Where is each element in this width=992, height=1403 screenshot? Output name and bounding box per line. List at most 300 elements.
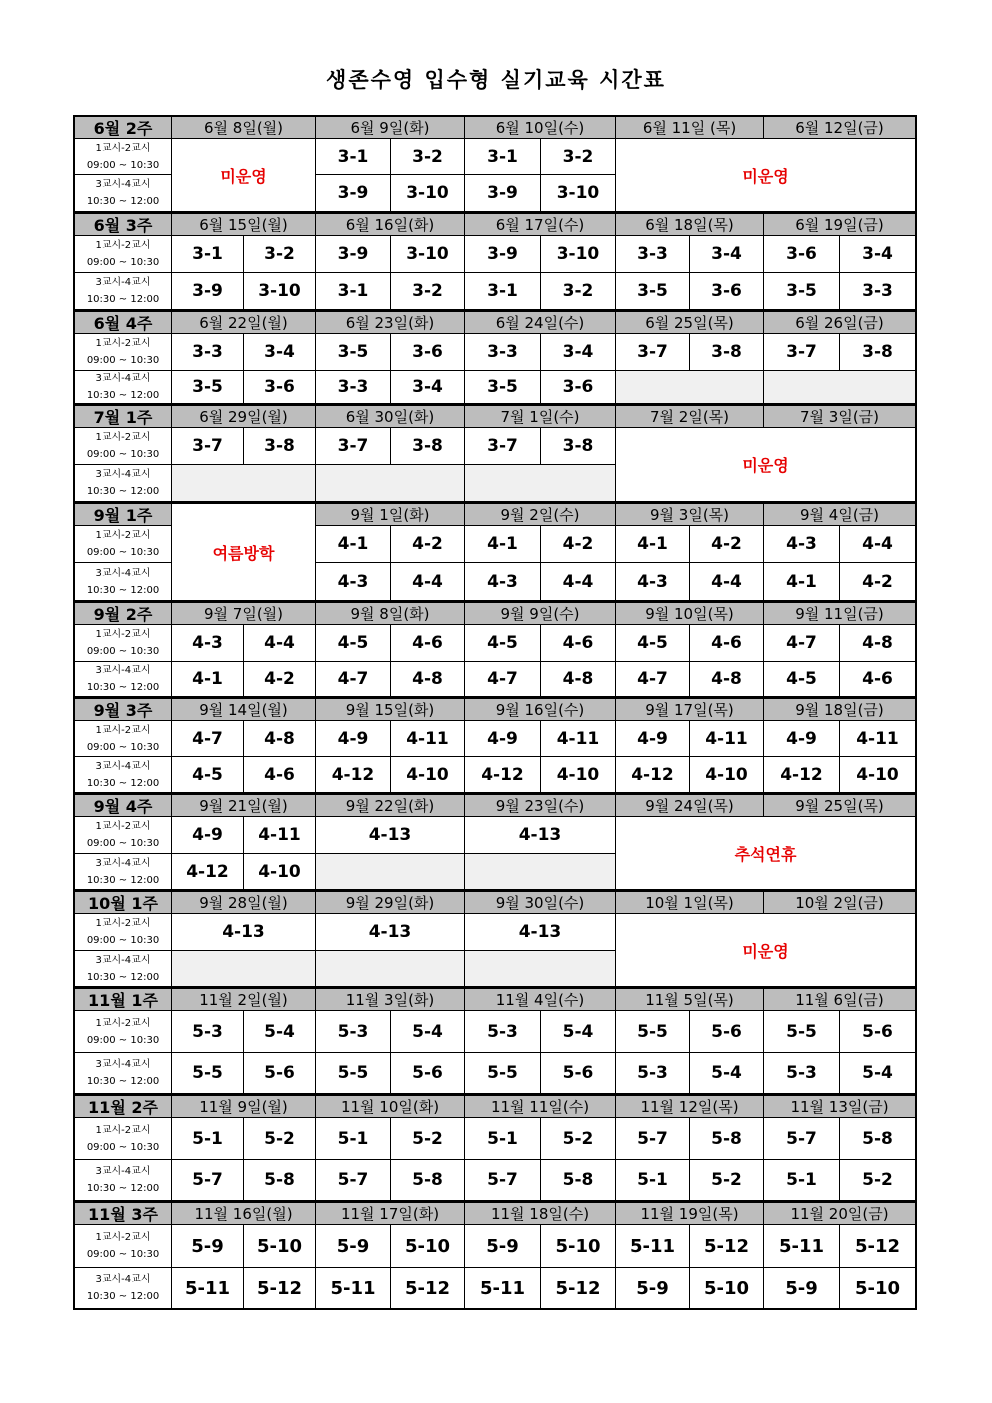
empty-cell <box>316 465 465 502</box>
class-cell: 5-3 <box>316 1011 391 1053</box>
class-cell: 5-4 <box>391 1011 465 1053</box>
class-cell: 3-4 <box>244 334 316 371</box>
period-time: 10:30 ~ 12:00 <box>86 294 160 305</box>
period-name: 3교시-4교시 <box>95 954 151 966</box>
class-cell: 3-5 <box>316 334 391 371</box>
class-cell: 5-1 <box>764 1160 840 1201</box>
class-cell: 4-9 <box>316 721 391 757</box>
day-header: 6월 12일(금) <box>764 117 915 139</box>
period-time: 10:30 ~ 12:00 <box>86 971 160 983</box>
day-header: 9월 23일(수) <box>465 795 616 817</box>
period-time: 10:30 ~ 12:00 <box>86 1183 160 1194</box>
class-cell: 4-7 <box>764 625 840 662</box>
empty-cell <box>465 854 616 890</box>
period-name: 3교시-4교시 <box>95 373 151 384</box>
period-name: 3교시-4교시 <box>95 277 151 288</box>
class-cell: 4-8 <box>391 662 465 697</box>
class-cell: 4-13 <box>465 914 616 951</box>
class-cell: 5-5 <box>616 1011 690 1053</box>
period-label <box>75 662 172 697</box>
class-cell: 4-11 <box>840 721 915 757</box>
class-cell: 4-12 <box>465 757 541 793</box>
day-header: 9월 29일(화) <box>316 892 465 914</box>
period-time: 09:00 ~ 10:30 <box>86 159 160 171</box>
period-time: 10:30 ~ 12:00 <box>86 682 160 693</box>
class-cell: 4-2 <box>690 526 764 563</box>
day-header: 6월 30일(화) <box>316 406 465 428</box>
day-header: 9월 11일(금) <box>764 603 915 625</box>
class-cell: 5-12 <box>541 1268 616 1309</box>
day-header: 11월 10일(화) <box>316 1096 465 1118</box>
class-cell: 3-7 <box>465 428 541 465</box>
class-cell: 5-10 <box>690 1268 764 1309</box>
class-cell: 5-10 <box>541 1225 616 1268</box>
week-block <box>75 117 915 212</box>
empty-cell <box>172 465 316 502</box>
closed-notice: 미운영 <box>616 139 915 212</box>
class-cell: 4-6 <box>391 625 465 662</box>
day-header: 7월 1일(수) <box>465 406 616 428</box>
period-name: 3교시-4교시 <box>95 1059 151 1070</box>
week-block <box>75 987 915 1094</box>
class-cell: 4-6 <box>541 625 616 662</box>
class-cell: 4-9 <box>616 721 690 757</box>
class-cell: 3-2 <box>541 273 616 310</box>
class-cell: 4-5 <box>465 625 541 662</box>
period-name: 3교시-4교시 <box>95 567 151 579</box>
day-header: 10월 1일(목) <box>616 892 764 914</box>
class-cell: 4-6 <box>244 757 316 793</box>
class-cell: 4-2 <box>391 526 465 563</box>
class-cell: 5-3 <box>465 1011 541 1053</box>
day-header: 11월 18일(수) <box>465 1203 616 1225</box>
empty-cell <box>616 371 764 404</box>
period-time: 10:30 ~ 12:00 <box>86 196 160 207</box>
class-cell: 4-3 <box>465 563 541 601</box>
day-header: 10월 2일(금) <box>764 892 915 914</box>
class-cell: 5-3 <box>616 1053 690 1094</box>
day-header: 11월 9일(월) <box>172 1096 316 1118</box>
class-cell: 5-9 <box>465 1225 541 1268</box>
day-header: 9월 1일(화) <box>316 504 465 526</box>
day-header: 6월 10일(수) <box>465 117 616 139</box>
period-time: 10:30 ~ 12:00 <box>86 486 160 497</box>
class-cell: 5-11 <box>764 1225 840 1268</box>
class-cell: 4-12 <box>316 757 391 793</box>
class-cell: 3-4 <box>690 236 764 273</box>
week-block <box>75 601 915 697</box>
day-header: 7월 2일(목) <box>616 406 764 428</box>
class-cell: 4-3 <box>764 526 840 563</box>
day-header: 9월 22일(화) <box>316 795 465 817</box>
period-name: 1교시-2교시 <box>95 724 151 736</box>
period-label <box>75 563 172 601</box>
class-cell: 5-7 <box>316 1160 391 1201</box>
class-cell: 3-9 <box>172 273 244 310</box>
class-cell: 5-5 <box>764 1011 840 1053</box>
class-cell: 3-7 <box>616 334 690 371</box>
class-cell: 3-10 <box>541 236 616 273</box>
class-cell: 3-7 <box>172 428 244 465</box>
class-cell: 4-5 <box>316 625 391 662</box>
day-header: 9월 28일(월) <box>172 892 316 914</box>
empty-cell <box>465 951 616 987</box>
class-cell: 4-12 <box>764 757 840 793</box>
class-cell: 5-4 <box>840 1053 915 1094</box>
period-label <box>75 1225 172 1268</box>
period-name: 1교시-2교시 <box>95 629 151 640</box>
day-header: 9월 17일(목) <box>616 699 764 721</box>
class-cell: 3-2 <box>391 139 465 175</box>
class-cell: 4-11 <box>690 721 764 757</box>
class-cell: 4-5 <box>172 757 244 793</box>
period-label <box>75 1011 172 1053</box>
class-cell: 4-1 <box>764 563 840 601</box>
class-cell: 3-10 <box>244 273 316 310</box>
class-cell: 3-7 <box>764 334 840 371</box>
day-header: 6월 23일(화) <box>316 312 465 334</box>
class-cell: 3-4 <box>840 236 915 273</box>
class-cell: 4-4 <box>690 563 764 601</box>
class-cell: 5-4 <box>541 1011 616 1053</box>
class-cell: 3-3 <box>172 334 244 371</box>
period-name: 3교시-4교시 <box>95 760 151 772</box>
class-cell: 5-4 <box>244 1011 316 1053</box>
class-cell: 4-13 <box>316 817 465 854</box>
day-header: 6월 22일(월) <box>172 312 316 334</box>
class-cell: 3-1 <box>465 139 541 175</box>
day-header: 6월 24일(수) <box>465 312 616 334</box>
class-cell: 5-6 <box>690 1011 764 1053</box>
class-cell: 3-3 <box>465 334 541 371</box>
class-cell: 4-13 <box>172 914 316 951</box>
period-label <box>75 139 172 175</box>
period-name: 1교시-2교시 <box>95 1232 151 1243</box>
week-label: 9월 2주 <box>75 603 172 625</box>
class-cell: 5-8 <box>840 1118 915 1160</box>
day-header: 11월 5일(목) <box>616 989 764 1011</box>
class-cell: 4-7 <box>465 662 541 697</box>
class-cell: 5-8 <box>391 1160 465 1201</box>
day-header: 9월 15일(화) <box>316 699 465 721</box>
class-cell: 3-3 <box>616 236 690 273</box>
period-time: 09:00 ~ 10:30 <box>86 1249 160 1260</box>
class-cell: 3-5 <box>465 371 541 404</box>
closed-notice: 추석연휴 <box>616 817 915 890</box>
class-cell: 5-9 <box>316 1225 391 1268</box>
class-cell: 5-1 <box>316 1118 391 1160</box>
period-time: 10:30 ~ 12:00 <box>86 777 160 789</box>
class-cell: 5-4 <box>690 1053 764 1094</box>
class-cell: 5-8 <box>541 1160 616 1201</box>
period-label <box>75 236 172 273</box>
class-cell: 5-8 <box>244 1160 316 1201</box>
day-header: 6월 19일(금) <box>764 214 915 236</box>
class-cell: 4-8 <box>541 662 616 697</box>
class-cell: 4-8 <box>840 625 915 662</box>
class-cell: 3-9 <box>316 175 391 212</box>
class-cell: 5-11 <box>316 1268 391 1309</box>
period-name: 1교시-2교시 <box>95 240 151 251</box>
week-label: 10월 1주 <box>75 892 172 914</box>
period-name: 1교시-2교시 <box>95 432 151 443</box>
closed-notice: 미운영 <box>616 914 915 987</box>
class-cell: 3-5 <box>616 273 690 310</box>
period-label <box>75 1118 172 1160</box>
class-cell: 5-11 <box>616 1225 690 1268</box>
class-cell: 4-8 <box>244 721 316 757</box>
day-header: 11월 12일(목) <box>616 1096 764 1118</box>
week-block <box>75 212 915 310</box>
class-cell: 4-4 <box>391 563 465 601</box>
class-cell: 4-2 <box>840 563 915 601</box>
week-block <box>75 502 915 601</box>
week-block <box>75 1094 915 1201</box>
class-cell: 5-3 <box>764 1053 840 1094</box>
class-cell: 3-5 <box>172 371 244 404</box>
period-time: 10:30 ~ 12:00 <box>86 1076 160 1087</box>
class-cell: 3-5 <box>764 273 840 310</box>
class-cell: 5-2 <box>244 1118 316 1160</box>
day-header: 11월 20일(금) <box>764 1203 915 1225</box>
period-name: 1교시-2교시 <box>95 142 151 154</box>
class-cell: 3-7 <box>316 428 391 465</box>
period-label <box>75 175 172 212</box>
week-label: 6월 4주 <box>75 312 172 334</box>
class-cell: 3-2 <box>244 236 316 273</box>
week-label: 6월 3주 <box>75 214 172 236</box>
day-header: 6월 15일(월) <box>172 214 316 236</box>
class-cell: 5-7 <box>465 1160 541 1201</box>
day-header: 9월 16일(수) <box>465 699 616 721</box>
closed-notice: 미운영 <box>172 139 316 212</box>
week-block <box>75 793 915 890</box>
class-cell: 5-6 <box>541 1053 616 1094</box>
period-time: 10:30 ~ 12:00 <box>86 874 160 886</box>
class-cell: 3-8 <box>690 334 764 371</box>
period-time: 09:00 ~ 10:30 <box>86 838 160 849</box>
class-cell: 4-10 <box>690 757 764 793</box>
class-cell: 4-11 <box>541 721 616 757</box>
period-time: 09:00 ~ 10:30 <box>86 547 160 558</box>
period-name: 3교시-4교시 <box>95 857 151 869</box>
class-cell: 5-12 <box>690 1225 764 1268</box>
day-header: 9월 2일(수) <box>465 504 616 526</box>
class-cell: 5-2 <box>840 1160 915 1201</box>
class-cell: 3-1 <box>316 139 391 175</box>
period-label <box>75 1053 172 1094</box>
class-cell: 4-12 <box>616 757 690 793</box>
day-header: 11월 17일(화) <box>316 1203 465 1225</box>
class-cell: 4-10 <box>541 757 616 793</box>
class-cell: 4-4 <box>840 526 915 563</box>
period-time: 09:00 ~ 10:30 <box>86 449 160 460</box>
period-name: 3교시-4교시 <box>95 665 151 676</box>
week-label: 9월 4주 <box>75 795 172 817</box>
class-cell: 5-7 <box>172 1160 244 1201</box>
class-cell: 4-9 <box>172 817 244 854</box>
class-cell: 4-7 <box>172 721 244 757</box>
class-cell: 4-6 <box>840 662 915 697</box>
class-cell: 4-13 <box>465 817 616 854</box>
class-cell: 3-9 <box>316 236 391 273</box>
class-cell: 4-1 <box>316 526 391 563</box>
period-name: 3교시-4교시 <box>95 179 151 190</box>
class-cell: 3-10 <box>391 175 465 212</box>
class-cell: 4-4 <box>244 625 316 662</box>
period-label <box>75 854 172 890</box>
empty-cell <box>465 465 616 502</box>
class-cell: 4-1 <box>172 662 244 697</box>
day-header: 6월 17일(수) <box>465 214 616 236</box>
day-header: 9월 3일(목) <box>616 504 764 526</box>
week-label: 6월 2주 <box>75 117 172 139</box>
period-label <box>75 273 172 310</box>
week-label: 9월 3주 <box>75 699 172 721</box>
period-name: 1교시-2교시 <box>95 1017 151 1029</box>
empty-cell <box>316 951 465 987</box>
class-cell: 3-10 <box>391 236 465 273</box>
period-time: 10:30 ~ 12:00 <box>86 584 160 596</box>
class-cell: 3-2 <box>541 139 616 175</box>
class-cell: 5-12 <box>244 1268 316 1309</box>
schedule-table <box>73 115 917 1310</box>
class-cell: 5-9 <box>616 1268 690 1309</box>
class-cell: 5-3 <box>172 1011 244 1053</box>
empty-cell <box>764 371 915 404</box>
class-cell: 3-4 <box>541 334 616 371</box>
period-name: 1교시-2교시 <box>95 821 151 832</box>
class-cell: 3-8 <box>541 428 616 465</box>
closed-notice: 여름방학 <box>172 504 316 601</box>
period-label <box>75 721 172 757</box>
day-header: 9월 7일(월) <box>172 603 316 625</box>
period-name: 1교시-2교시 <box>95 1124 151 1136</box>
class-cell: 5-12 <box>840 1225 915 1268</box>
class-cell: 4-10 <box>244 854 316 890</box>
week-label: 11월 1주 <box>75 989 172 1011</box>
class-cell: 5-10 <box>244 1225 316 1268</box>
day-header: 11월 13일(금) <box>764 1096 915 1118</box>
class-cell: 3-1 <box>316 273 391 310</box>
class-cell: 3-10 <box>541 175 616 212</box>
day-header: 9월 30일(수) <box>465 892 616 914</box>
class-cell: 4-3 <box>172 625 244 662</box>
class-cell: 4-5 <box>616 625 690 662</box>
class-cell: 4-9 <box>465 721 541 757</box>
class-cell: 3-9 <box>465 236 541 273</box>
week-label: 9월 1주 <box>75 504 172 526</box>
day-header: 9월 10일(목) <box>616 603 764 625</box>
period-label <box>75 526 172 563</box>
class-cell: 4-12 <box>172 854 244 890</box>
class-cell: 4-10 <box>840 757 915 793</box>
class-cell: 5-8 <box>690 1118 764 1160</box>
period-time: 09:00 ~ 10:30 <box>86 257 160 268</box>
day-header: 6월 18일(목) <box>616 214 764 236</box>
period-label <box>75 428 172 465</box>
class-cell: 5-5 <box>465 1053 541 1094</box>
day-header: 11월 2일(월) <box>172 989 316 1011</box>
class-cell: 3-3 <box>840 273 915 310</box>
class-cell: 5-2 <box>541 1118 616 1160</box>
class-cell: 5-1 <box>172 1118 244 1160</box>
empty-cell <box>316 854 465 890</box>
day-header: 6월 11일 (목) <box>616 117 764 139</box>
day-header: 11월 16일(월) <box>172 1203 316 1225</box>
period-name: 1교시-2교시 <box>95 530 151 541</box>
class-cell: 3-6 <box>764 236 840 273</box>
period-name: 3교시-4교시 <box>95 1274 151 1285</box>
period-label <box>75 951 172 987</box>
period-label <box>75 371 172 404</box>
class-cell: 4-5 <box>764 662 840 697</box>
class-cell: 4-2 <box>244 662 316 697</box>
class-cell: 4-1 <box>616 526 690 563</box>
class-cell: 4-10 <box>391 757 465 793</box>
class-cell: 5-9 <box>764 1268 840 1309</box>
class-cell: 5-6 <box>840 1011 915 1053</box>
class-cell: 5-1 <box>465 1118 541 1160</box>
period-time: 09:00 ~ 10:30 <box>86 935 160 946</box>
period-time: 09:00 ~ 10:30 <box>86 1034 160 1046</box>
class-cell: 4-3 <box>616 563 690 601</box>
day-header: 9월 9일(수) <box>465 603 616 625</box>
class-cell: 4-7 <box>616 662 690 697</box>
class-cell: 5-1 <box>616 1160 690 1201</box>
day-header: 9월 21일(월) <box>172 795 316 817</box>
class-cell: 3-8 <box>391 428 465 465</box>
class-cell: 5-9 <box>172 1225 244 1268</box>
day-header: 9월 25일(목) <box>764 795 915 817</box>
day-header: 6월 9일(화) <box>316 117 465 139</box>
day-header: 6월 25일(목) <box>616 312 764 334</box>
period-label <box>75 914 172 951</box>
class-cell: 3-6 <box>244 371 316 404</box>
class-cell: 3-9 <box>465 175 541 212</box>
class-cell: 4-3 <box>316 563 391 601</box>
week-block <box>75 310 915 404</box>
week-block <box>75 1201 915 1309</box>
class-cell: 5-5 <box>172 1053 244 1094</box>
class-cell: 3-2 <box>391 273 465 310</box>
class-cell: 5-6 <box>391 1053 465 1094</box>
class-cell: 5-5 <box>316 1053 391 1094</box>
class-cell: 5-10 <box>391 1225 465 1268</box>
period-time: 09:00 ~ 10:30 <box>86 646 160 657</box>
day-header: 7월 3일(금) <box>764 406 915 428</box>
period-label <box>75 334 172 371</box>
class-cell: 5-10 <box>840 1268 915 1309</box>
day-header: 6월 16일(화) <box>316 214 465 236</box>
day-header: 9월 14일(월) <box>172 699 316 721</box>
class-cell: 4-2 <box>541 526 616 563</box>
day-header: 6월 26일(금) <box>764 312 915 334</box>
week-block <box>75 697 915 793</box>
day-header: 9월 24일(목) <box>616 795 764 817</box>
class-cell: 3-8 <box>840 334 915 371</box>
page-title: 생존수영 입수형 실기교육 시간표 <box>326 68 666 92</box>
week-label: 7월 1주 <box>75 406 172 428</box>
period-time: 09:00 ~ 10:30 <box>86 741 160 753</box>
class-cell: 5-12 <box>391 1268 465 1309</box>
period-label <box>75 817 172 854</box>
period-label <box>75 1268 172 1309</box>
class-cell: 4-8 <box>690 662 764 697</box>
day-header: 9월 18일(금) <box>764 699 915 721</box>
class-cell: 5-7 <box>616 1118 690 1160</box>
day-header: 6월 29일(월) <box>172 406 316 428</box>
